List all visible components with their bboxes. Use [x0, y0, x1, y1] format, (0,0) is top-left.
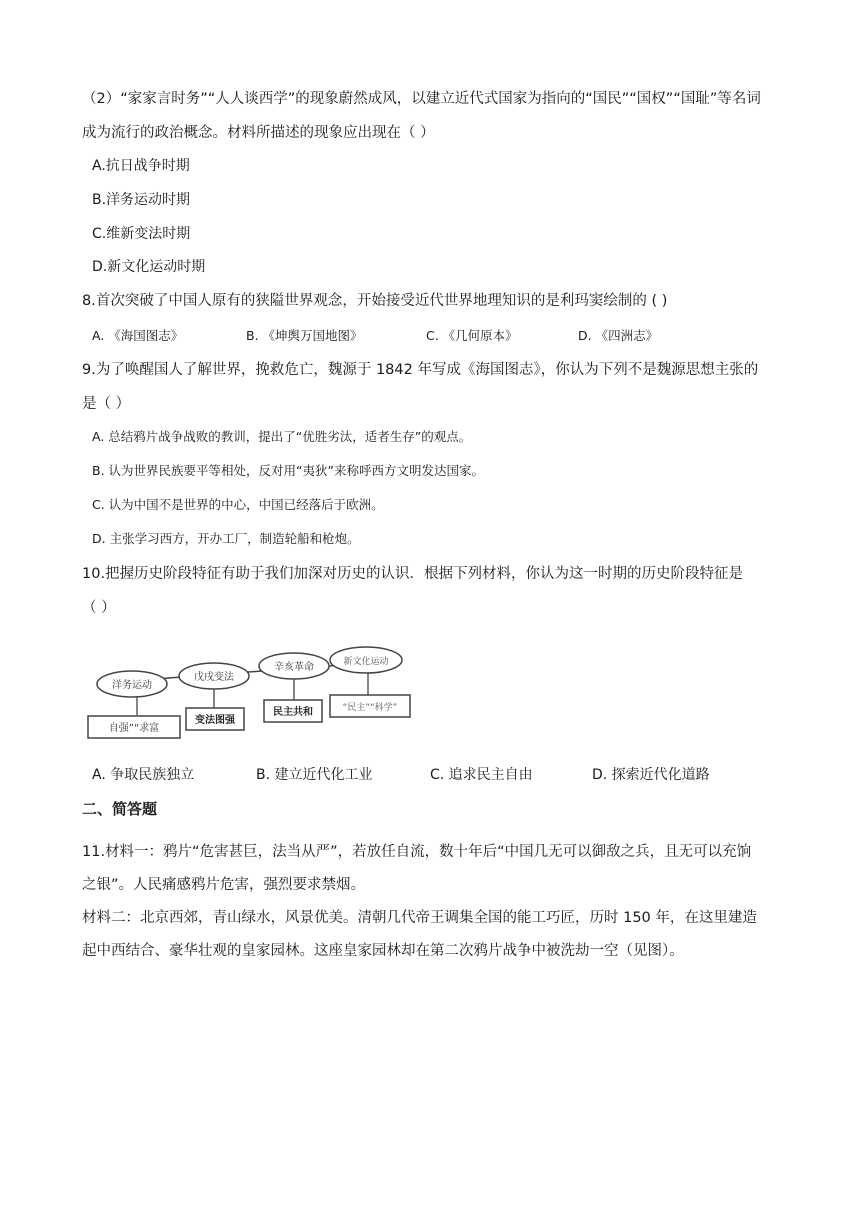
history-stage-diagram: [82, 640, 412, 745]
section-title-short-answer: 二、简答题: [82, 800, 158, 818]
q10-option-a: A. 争取民族独立: [92, 767, 195, 783]
q11-material1-line1: 11.材料一：鸦片“危害甚巨，法当从严”，若放任自流，数十年后“中国几无可以御敌之兵，且无可以充饷: [82, 844, 752, 860]
q9-option-b: B. 认为世界民族要平等相处，反对用“夷狄”来称呼西方文明发达国家。: [92, 463, 484, 478]
q10-option-b: B. 建立近代化工业: [256, 767, 373, 783]
q9-option-a: A. 总结鸦片战争战败的教训，提出了“优胜劣汰，适者生存”的观点。: [92, 429, 472, 444]
q10-option-d: D. 探索近代化道路: [592, 767, 710, 783]
q9-stem-line2: 是（ ）: [82, 396, 131, 412]
q9-stem-line1: 9.为了唤醒国人了解世界，挽救危亡，魏源于 1842 年写成《海国图志》，你认为下列不是魏源思想主张的: [82, 362, 759, 378]
q7-2-stem-line2: 成为流行的政治概念。材料所描述的现象应出现在（ ）: [82, 125, 435, 141]
box-label-3: 民主共和: [273, 707, 313, 718]
q8-stem: 8.首次突破了中国人原有的狭隘世界观念，开始接受近代世界地理知识的是利玛窦绘制的 ( ): [82, 293, 668, 309]
node-label-4: 新文化运动: [343, 657, 389, 667]
q10-stem-line2: （ ）: [82, 600, 116, 616]
q8-option-d: D. 《四洲志》: [578, 328, 659, 343]
q10-stem-line1: 10.把握历史阶段特征有助于我们加深对历史的认识．根据下列材料，你认为这一时期的历史阶段特征是: [82, 566, 744, 582]
box-label-1: 自强”“求富: [108, 723, 160, 734]
q7-2-option-b: B.洋务运动时期: [92, 192, 191, 208]
q7-2-option-c: C.维新变法时期: [92, 226, 191, 242]
box-label-4: “民主”“科学”: [342, 703, 398, 713]
q9-option-c: C. 认为中国不是世界的中心，中国已经落后于欧洲。: [92, 497, 384, 512]
q11-material2-line2: 起中西结合、豪华壮观的皇家园林。这座皇家园林却在第二次鸦片战争中被洗劫一空（见图）。: [82, 943, 684, 959]
q11-material2-line1: 材料二：北京西郊，青山绿水，风景优美。清朝几代帝王调集全国的能工巧匠，历时 150 年，在这里建造: [82, 910, 757, 926]
q8-option-b: B. 《坤舆万国地图》: [246, 328, 363, 343]
q7-2-option-a: A.抗日战争时期: [92, 158, 190, 174]
node-label-1: 洋务运动: [112, 680, 152, 691]
box-label-2: 变法图强: [195, 715, 235, 726]
q7-2-stem-line1: （2）“家家言时务”“人人谈西学”的现象蔚然成风，以建立近代式国家为指向的“国民”“国权”“国耻”等名词: [82, 91, 761, 107]
node-label-2: 戊戌变法: [194, 672, 234, 683]
q7-2-option-d: D.新文化运动时期: [92, 259, 206, 275]
q10-option-c: C. 追求民主自由: [430, 767, 533, 783]
q9-option-d: D. 主张学习西方，开办工厂，制造轮船和枪炮。: [92, 531, 360, 546]
q8-option-a: A. 《海国图志》: [92, 328, 184, 343]
node-label-3: 辛亥革命: [274, 662, 314, 673]
q8-option-c: C. 《几何原本》: [426, 328, 518, 343]
q11-material1-line2: 之银”。人民痛感鸦片危害，强烈要求禁烟。: [82, 877, 366, 893]
